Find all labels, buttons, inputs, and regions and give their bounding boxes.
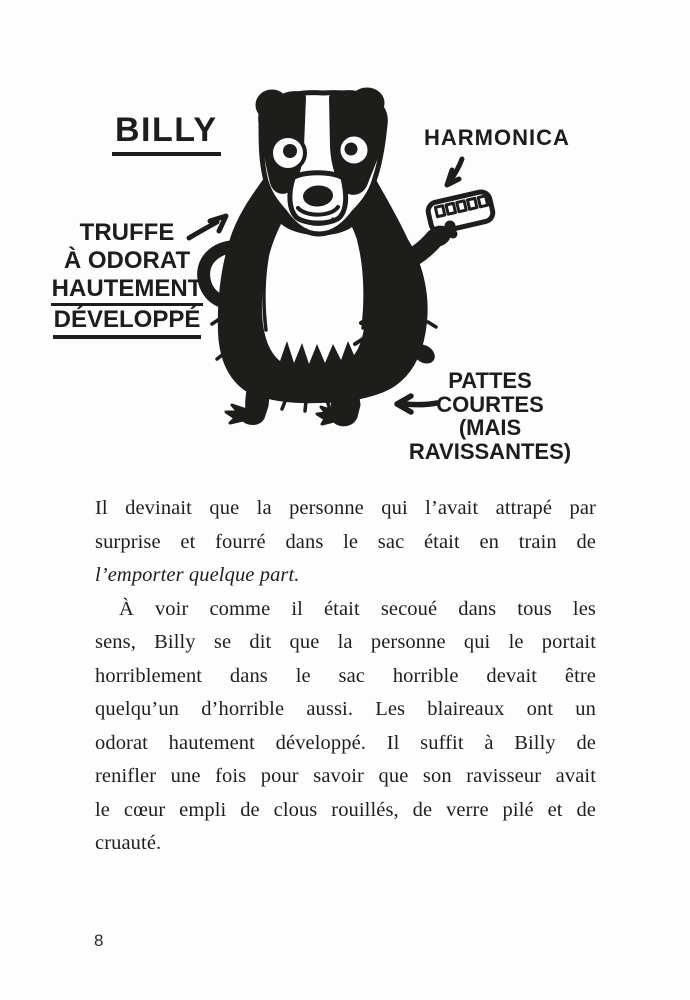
story-line: cruauté. [95,832,162,854]
badger-left-pupil [283,144,297,158]
label-truffe-line: TRUFFE [79,219,175,246]
page-number: 8 [94,931,104,950]
story-line: sens, Billy se dit que la personne qui le portait [95,631,596,653]
badger-right-pupil [345,143,358,156]
story-line: l’emporter quelque part. [95,564,300,586]
story-line: surprise et fourré dans le sac était en train de [95,530,596,553]
label-pattes-line: RAVISSANTES) [408,438,572,464]
label-truffe-line: DÉVELOPPÉ [43,306,211,339]
badger-left-leg [226,383,269,424]
story-line: Il devinait que la personne qui l’avait attrapé par [95,497,596,519]
label-pattes-line: COURTES [436,391,544,417]
label-pattes-line: (MAIS [458,415,522,440]
label-truffe [43,219,211,339]
label-truffe-line: À ODORAT [63,247,191,274]
arrow-harmonica-icon [447,159,462,185]
story-line: renifler une fois pour savoir que son ravisseur avait [95,765,596,787]
story-line: odorat hautement développé. Il suffit à Billy de [95,731,596,754]
story-line: À voir comme il était secoué dans tous les [119,597,596,620]
story-line: le cœur empli de clous rouillés, de verre pilé et de [95,798,596,821]
label-billy [112,111,221,156]
label-pattes [406,369,574,463]
story-line: quelqu’un d’horrible aussi. Les blaireaux ont un [95,698,596,720]
label-harmonica: HARMONICA [424,125,570,150]
story-text [95,492,596,861]
badger-nose [303,186,332,207]
label-billy-text: BILLY [112,111,221,156]
label-truffe-line: HAUTEMENT [43,275,211,306]
badger-belly [262,224,366,364]
label-pattes-line: PATTES [448,368,532,393]
story-line: horriblement dans le sac horrible devait être [95,664,596,687]
